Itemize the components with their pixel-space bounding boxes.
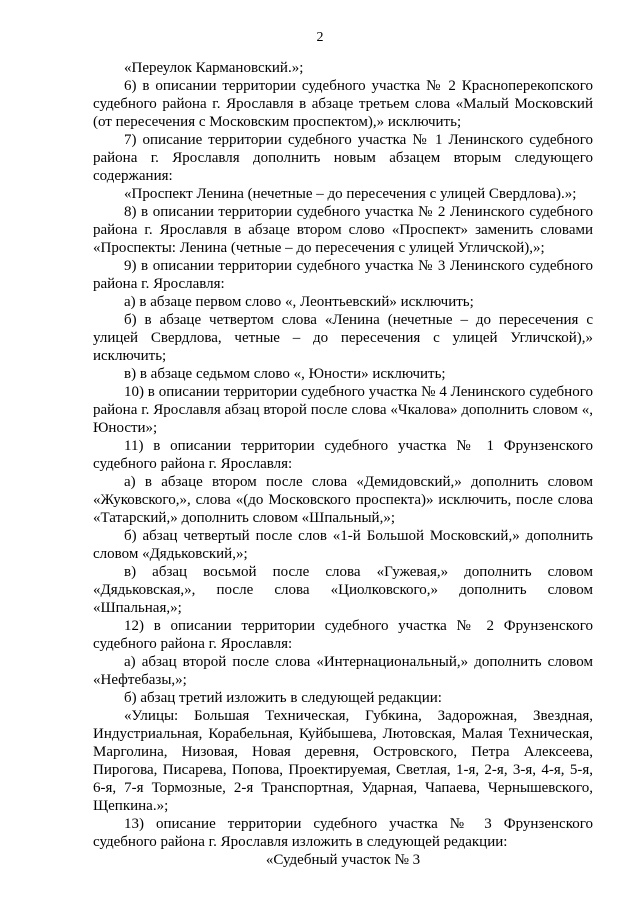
paragraph-7: а) в абзаце первом слово «, Леонтьевский» исключить;: [124, 294, 474, 310]
paragraph-16: а) абзац второй после слова «Интернациональный,» дополнить словом «Нефтебазы,»;: [93, 654, 593, 688]
page-number: 2: [316, 30, 324, 45]
paragraph-14: в) абзац восьмой после слова «Гужевая,» дополнить словом «Дядьковская,», после слова «Циолковского,» дополнить словом «Шпальная,»;: [93, 564, 593, 616]
paragraph-11: 11) в описании территории судебного участка № 1 Фрунзенского судебного района г. Ярославля:: [93, 438, 593, 472]
paragraph-15: 12) в описании территории судебного участка № 2 Фрунзенского судебного района г. Ярославля:: [93, 618, 593, 652]
paragraph-12: а) в абзаце втором после слова «Демидовский,» дополнить словом «Жуковского,», слова «(до Московского проспекта)» исключить, после слова «Татарский,» дополнить словом «Шпальный,»;: [93, 474, 593, 526]
paragraph-5: 8) в описании территории судебного участка № 2 Ленинского судебного района г. Ярославля в абзаце втором слово «Проспект» заменить словами «Проспекты: Ленина (четные – до пересечения с улицей Угличской),»;: [93, 204, 593, 256]
document-body: [93, 59, 593, 869]
paragraph-10: 10) в описании территории судебного участка № 4 Ленинского судебного района г. Ярославля абзац второй после слова «Чкалова» дополнить словом «, Юности»;: [93, 384, 593, 436]
paragraph-17: б) абзац третий изложить в следующей редакции:: [124, 690, 442, 706]
paragraph-18: «Улицы: Большая Техническая, Губкина, Задорожная, Звездная, Индустриальная, Корабельная, Куйбышева, Лютовская, Малая Техническая, Марголина, Низовая, Новая деревня, Островского, Петра Алексеева, Пирогова, Писарева, Попова, Проектируемая, Светлая, 1-я, 2-я, 3-я, 4-я, 5-я, 6-я, 7-я Тормозные, 2-я Транспортная, Ударная, Чапаева, Чернышевского, Щепкина.»;: [93, 708, 593, 814]
paragraph-9: в) в абзаце седьмом слово «, Юности» исключить;: [124, 366, 446, 382]
paragraph-13: б) абзац четвертый после слов «1-й Большой Московский,» дополнить словом «Дядьковский,»;: [93, 528, 593, 562]
paragraph-3: 7) описание территории судебного участка № 1 Ленинского судебного района г. Ярославля дополнить новым абзацем вторым следующего содержания:: [93, 132, 593, 184]
section-heading: «Судебный участок № 3: [265, 852, 421, 868]
paragraph-1: «Переулок Кармановский.»;: [124, 60, 304, 76]
paragraph-4: «Проспект Ленина (нечетные – до пересечения с улицей Свердлова).»;: [124, 186, 577, 202]
paragraph-6: 9) в описании территории судебного участка № 3 Ленинского судебного района г. Ярославля:: [93, 258, 593, 292]
paragraph-2: 6) в описании территории судебного участка № 2 Красноперекопского судебного района г. Ярославля в абзаце третьем слова «Малый Московский (от пересечения с Московским проспектом),» исключить;: [93, 78, 593, 130]
paragraph-8: б) в абзаце четвертом слова «Ленина (нечетные – до пересечения с улицей Свердлова, четные – до пересечения с улицей Угличской),» исключить;: [93, 312, 593, 364]
paragraph-19: 13) описание территории судебного участка № 3 Фрунзенского судебного района г. Ярославля изложить в следующей редакции:: [93, 816, 593, 850]
